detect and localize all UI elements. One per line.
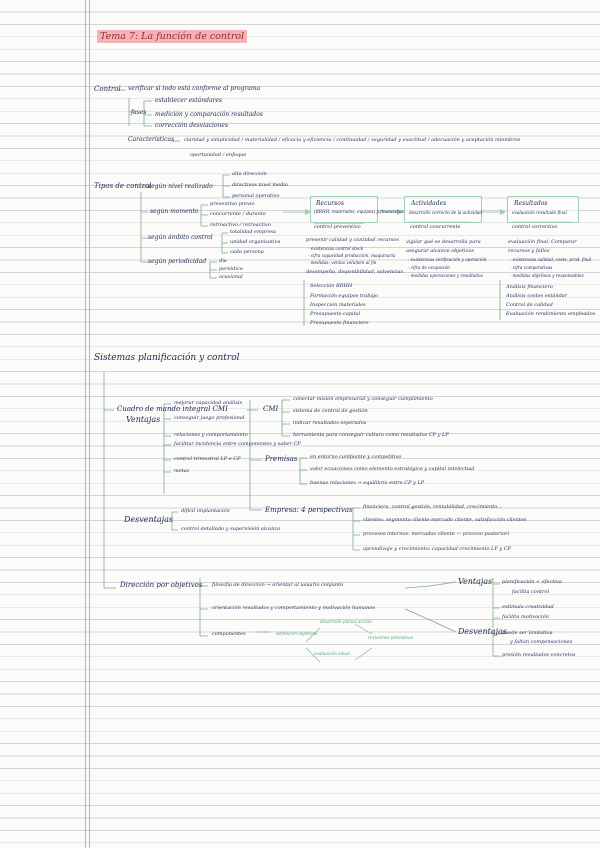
col2-line: asegurar alcance objetivos (406, 248, 474, 254)
dpo-desventaja-item: presión resultados concretos (502, 652, 576, 658)
tipo-nivel: según nivel realizado (148, 183, 213, 190)
col3-check: Control de calidad (506, 302, 553, 308)
premisas-label: Premisas (265, 455, 298, 463)
momento-item: preventivo previo (210, 201, 255, 207)
cmi-item: indicar resultados esperados (293, 420, 367, 426)
col3-line: · medidas objetivos y responsables (510, 273, 584, 278)
col1-check: Presupuesto capital (310, 311, 361, 317)
col1-check: Selección RRHH (310, 283, 353, 289)
dpo-ventaja-item: planificación + efectiva (502, 579, 562, 585)
dpo-item: orientación resultados y comportamiento y motivación humanos (212, 605, 375, 611)
dpo-title: Dirección por objetivos (120, 581, 203, 589)
ambito-item: totalidad empresa (230, 229, 276, 235)
resultados-box (507, 196, 579, 223)
tipo-ambito: según ámbito control (148, 234, 213, 241)
ciclo-desarrollo: desarrollo planes acción (320, 619, 372, 624)
col1-line: · cifra capacidad producción, maquinaria (308, 253, 396, 258)
ciclo-evaluacion: evaluación anual (314, 651, 350, 656)
col1-line: prevenir calidad y cantidad recursos (306, 237, 399, 243)
cmi-item: sistema de control de gestión (293, 408, 368, 414)
col1-line: · existencias control stock (308, 246, 364, 251)
caracteristicas-line1: claridad y simplicidad / materialidad / eficacia y eficiencia / continuidad / seguridad y exactitud / adecuación y aceptación miembros (184, 137, 521, 143)
caracteristicas-label: Características (128, 136, 175, 143)
nivel-item: personal operativo (232, 193, 280, 199)
col2-line: · cifra de ocupación (408, 265, 450, 270)
col2-line: · medidas operaciones y resultados (408, 273, 483, 278)
actividades-title: Actividades (411, 200, 447, 207)
dpo-desventaja-item: y faltan compensaciones (510, 639, 573, 645)
cmi-item: herramienta para conseguir cultura como resultados CP y LP (293, 432, 449, 438)
control-definition: verificar si todo está conforme al programa (128, 85, 261, 92)
label-correctivo: control correctivo (512, 224, 558, 230)
col3-line: recursos y fallos (508, 248, 550, 254)
dpo-ventajas-label: Ventajas (458, 577, 493, 586)
ventajas-label: Ventajas (126, 415, 161, 424)
dpo-ventaja-item: facilita control (512, 589, 550, 595)
col2-line: vigilar qué se desarrolla para (406, 239, 481, 245)
premisa-item: buenas relaciones → equilibrio entre CP y LP (310, 480, 425, 486)
ventaja-item: conseguir juego profesional (174, 415, 245, 421)
dpo-item: filosofía de dirección → orientar al usuario conjunto (212, 582, 344, 588)
nivel-item: directivos nivel medio (232, 182, 288, 188)
ventaja-item: metas (174, 468, 190, 474)
cmi-item: conectar misión empresarial y conseguir cumplimiento (293, 396, 433, 402)
ventaja-item: control trimestral LP e CP (174, 456, 241, 462)
fase-item: establecer estándares (155, 97, 223, 104)
perspectiva-item: aprendizaje y crecimiento: capacidad crecimiento LP y CP (363, 546, 511, 552)
control-heading: Control (94, 85, 121, 93)
page-title: Tema 7: La función de control (97, 30, 247, 43)
desventaja-item: control detallado y supervisión alcanza (181, 526, 281, 532)
desventaja-item: dificil implantación (181, 508, 230, 514)
ventaja-item: relaciones y comportamiento (174, 432, 248, 438)
perspectiva-item: procesos internos: mercados cliente — proceso posteriori (363, 531, 510, 537)
col3-check: Análisis financiero (506, 284, 553, 290)
momento-item: concurrente / durante (210, 211, 266, 217)
tipos-control-heading: Tipos de control (94, 182, 152, 190)
col3-check: Análisis costes estándar (506, 293, 568, 299)
label-concurrente: control concurrente (410, 224, 461, 230)
nivel-item: alta dirección (232, 171, 267, 177)
period-item: periódico (219, 266, 243, 272)
empresa-perspectivas: Empresa: 4 perspectivas (265, 506, 353, 514)
col1-check: Presupuesto financiero (310, 320, 369, 326)
perspectiva-item: clientes: segmento cliente-mercado cliente, satisfacción clientes (363, 517, 527, 523)
tipo-momento: según momento (150, 208, 199, 215)
dpo-desventaja-item: puede ser limitativa (502, 630, 553, 636)
fases-label: fases (131, 109, 147, 116)
premisa-item: valor ecuaciones como elemento estratégico y capital intelectual (310, 466, 475, 472)
resultados-title: Resultados (514, 200, 548, 207)
col1-desempeno: desempeño, disponibilidad, solvencias (306, 269, 404, 275)
ventaja-item: mejorar capacidad análisis (174, 400, 243, 406)
ventaja-item: facilitar incidencia entre componentes y saber CP (174, 441, 301, 447)
fase-item: corrección desviaciones (155, 122, 229, 129)
ambito-item: unidad organizativa (230, 239, 281, 245)
col1-check: Inspección materiales (310, 302, 366, 308)
dpo-ventaja-item: facilita motivación (502, 614, 549, 620)
col1-check: Formación equipos trabajo (310, 293, 379, 299)
cmi-label: CMI (263, 405, 279, 413)
momento-item: retroactivo / retroactivo (210, 222, 271, 228)
dpo-desventajas-label: Desventajas (458, 627, 507, 636)
tipo-periodicidad: según periodicidad (148, 258, 207, 265)
label-preventivo: control preventivo (314, 224, 361, 230)
recursos-title: Recursos (316, 200, 344, 207)
col2-line: · existencias verificación y operación (408, 257, 487, 262)
ambito-item: cada persona (230, 249, 264, 255)
recursos-box (310, 196, 404, 223)
dpo-ventaja-item: estimula creatividad (502, 604, 554, 610)
sistemas-heading: Sistemas planificación y control (94, 353, 240, 363)
cmi-title: Cuadro de mando integral CMI (117, 405, 228, 413)
col3-check: Evaluación rendimiento empleados (506, 311, 596, 317)
col1-line: · medidas: ventas volumen al fin (308, 260, 377, 265)
col3-line: evaluación final. Comparar (508, 239, 577, 245)
col3-line: · existencias calidad, coste, prod. final (510, 257, 592, 262)
period-item: ocasional (219, 274, 243, 280)
recursos-body: (RRHH, materiales, equipos) y financieros (314, 209, 404, 214)
perspectiva-item: financiera, control gestión, rentabilidad, crecimiento... (363, 504, 502, 510)
actividades-box (404, 196, 482, 223)
ciclo-definicion: definición objetivos (276, 631, 318, 636)
premisa-item: en entorno cambiante y competitivo (310, 454, 402, 460)
fase-item: medición y comparación resultados (155, 111, 263, 118)
dpo-item: componentes (212, 631, 246, 637)
actividades-body: desarrollo correcto de la actividad (409, 210, 483, 215)
ciclo-revisiones: revisiones periódicas (368, 635, 413, 640)
resultados-body: evaluación resultado final (512, 210, 567, 215)
desventajas-label: Desventajas (124, 515, 173, 524)
period-item: día (219, 258, 227, 264)
caracteristicas-line2: oportunidad / enfoque (190, 152, 247, 158)
col3-line: · cifra comparativas (510, 265, 553, 270)
